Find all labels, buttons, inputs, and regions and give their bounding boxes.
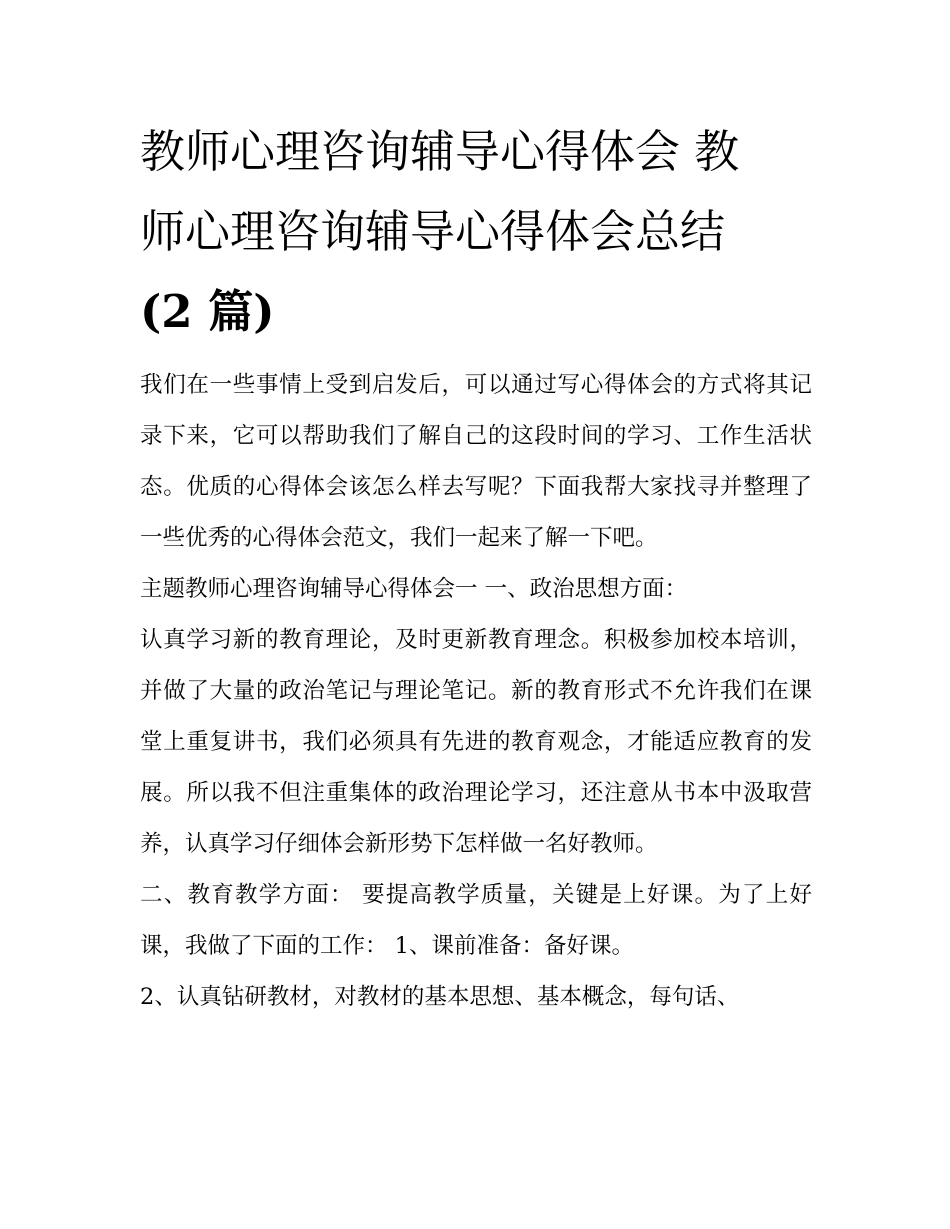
- teaching-paragraph: 二、教育教学方面： 要提高教学质量，关键是上好课。为了上好课，我做了下面的工作： 1、课前准备：备好课。: [140, 882, 812, 959]
- title-line-3: (2 篇): [140, 285, 275, 338]
- title-line-1: 教师心理咨询辅导心得体会 教: [140, 125, 740, 178]
- intro-paragraph: 我们在一些事情上受到启发后，可以通过写心得体会的方式将其记录下来，它可以帮助我们了解自己的这段时间的学习、工作生活状态。优质的心得体会该怎么样去写呢？下面我帮大家找寻并整理了一些优秀的心得体会范文，我们一起来了解一下吧。: [140, 372, 812, 551]
- title-line-2: 师心理咨询辅导心得体会总结: [140, 205, 726, 258]
- document-title: [140, 112, 812, 352]
- section-heading-politics: 主题教师心理咨询辅导心得体会一 一、政治思想方面：: [140, 576, 688, 602]
- document-page: [140, 112, 812, 1023]
- study-materials-paragraph: 2、认真钻研教材，对教材的基本思想、基本概念，每句话、: [140, 984, 740, 1010]
- politics-paragraph: 认真学习新的教育理论，及时更新教育理念。积极参加校本培训，并做了大量的政治笔记与理论笔记。新的教育形式不允许我们在课堂上重复讲书，我们必须具有先进的教育观念，才能适应教育的发展。所以我不但注重集体的政治理论学习，还注意从书本中汲取营养，认真学习仔细体会新形势下怎样做一名好教师。: [140, 627, 812, 857]
